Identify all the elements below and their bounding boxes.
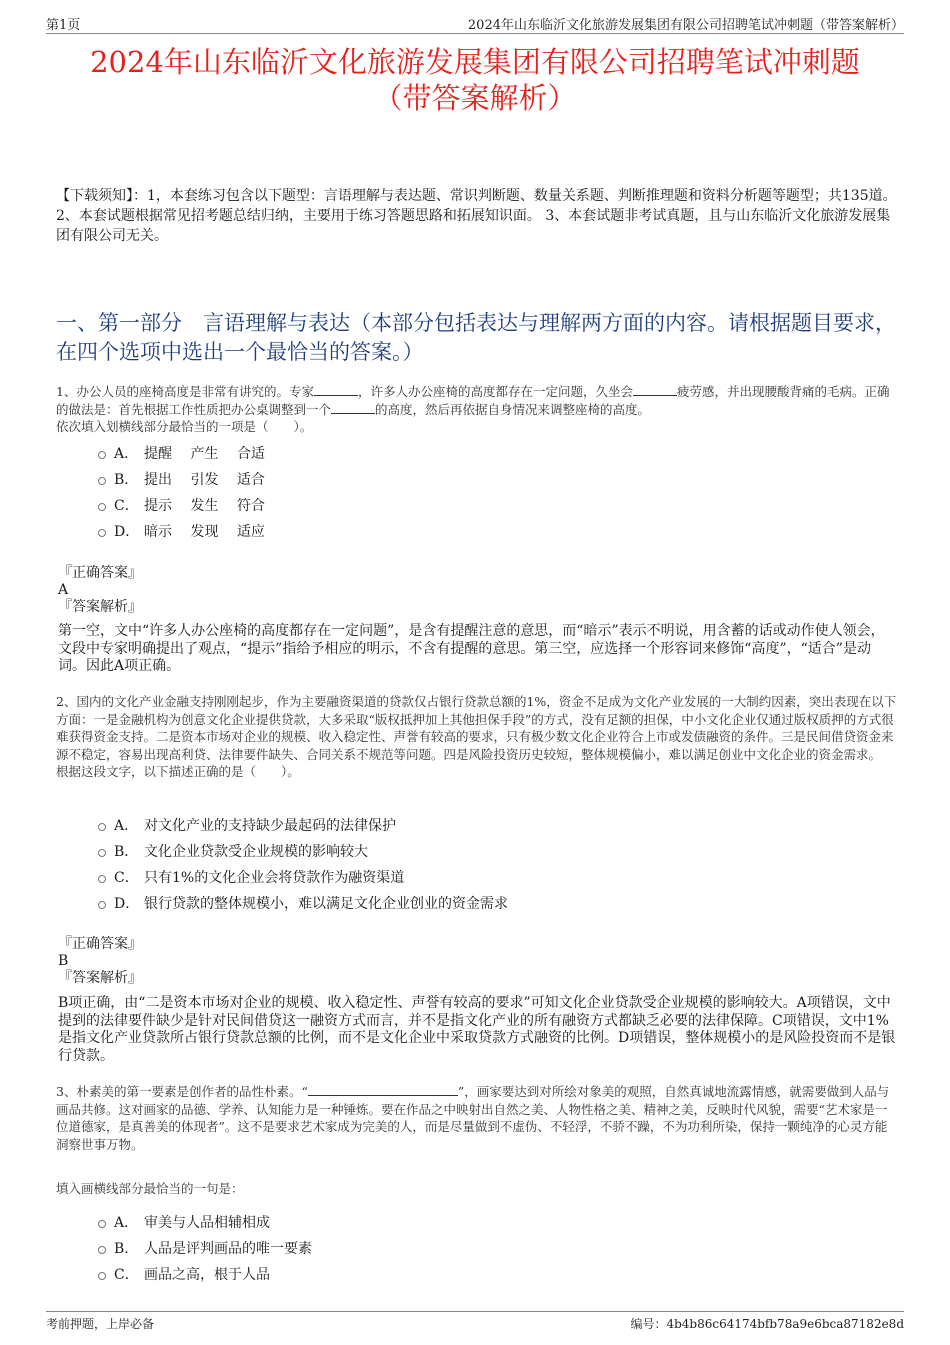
option-c[interactable] [98, 492, 265, 518]
option-d[interactable] [98, 518, 265, 544]
answer-heading: 『正确答案』 [58, 565, 142, 581]
code-label: 编号： [630, 1317, 667, 1331]
question-1-answer [58, 565, 898, 616]
option-letter: B． [114, 1241, 139, 1257]
stem-text: 的高度，然后再依据自身情况来调整座椅的高度。 [375, 401, 651, 417]
analysis-heading: 『答案解析』 [58, 970, 142, 986]
radio-icon[interactable] [98, 901, 106, 909]
option-a[interactable] [98, 812, 508, 838]
radio-icon[interactable] [98, 1246, 106, 1254]
answer-value: A [58, 582, 69, 598]
fill-blank [308, 1084, 458, 1096]
option-d[interactable] [98, 890, 508, 916]
radio-icon[interactable] [98, 477, 106, 485]
question-1-analysis: 第一空，文中“许多人办公座椅的高度都存在一定问题”，是含有提醒注意的意思，而“暗示”表示不明说，用含蓄的话或动作使人领会，文段中专家明确提出了观点，“提示”指给予相应的明示，不含有提醒的意思。第三空，应选择一个形容词来修饰“高度”，“适合”是动词。因此A项正确。 [58, 623, 885, 674]
radio-icon[interactable] [98, 875, 106, 883]
header-doc-title: 2024年山东临沂文化旅游发展集团有限公司招聘笔试冲刺题（带答案解析） [467, 18, 904, 33]
download-notice: 【下载须知】：1，本套练习包含以下题型：言语理解与表达题、常识判断题、数量关系题、判断推理题和资料分析题等题型；共135道。 2、本套试题根据常见招考题总结归纳，主要用于练习答题思路和拓展知识面。 3、本套试题非考试真题，且与山东临沂文化旅游发展集团有限公司无关。 [56, 188, 897, 244]
option-text: 审美与人品相辅相成 [144, 1215, 270, 1231]
question-1-prompt: 依次填入划横线部分最恰当的一项是（ ）。 [56, 419, 313, 434]
question-1-stem [56, 383, 898, 436]
header-divider [46, 33, 904, 34]
stem-text: 疲劳感，并出现腰酸背痛的毛病。正确的做法是：首先根据工作性质把办公桌调整到一个 [56, 384, 890, 417]
fill-blank [331, 402, 375, 414]
option-text: 提出 引发 适合 [144, 472, 265, 488]
page-number: 第1页 [46, 18, 81, 33]
option-a[interactable] [98, 1209, 312, 1235]
footer-code [630, 1315, 904, 1332]
stem-text: ”，画家要达到对所绘对象美的观照，自然真诚地流露情感，就需要做到人品与画品共修。这对画家的品德、学养、认知能力是一种锤炼。要在作品之中映射出自然之美、人物性格之美、精神之美，反映时代风貌，需要“艺术家是一位道德家，是真善美的体现者”。这不是要求艺术家成为完美的人，而是尽量做到不虚伪、不轻浮，不骄不躁，不为功利所染，保持一颗纯净的心灵方能洞察世事万物。 [56, 1084, 890, 1152]
radio-icon[interactable] [98, 849, 106, 857]
code-value: 4b4b86c64174bfb78a9e6bca87182e8d [666, 1317, 904, 1331]
option-text: 只有1%的文化企业会将贷款作为融资渠道 [144, 870, 405, 886]
title-line-2: （带答案解析） [373, 81, 577, 115]
option-text: 画品之高，根于人品 [144, 1267, 270, 1283]
stem-text: 1、办公人员的座椅高度是非常有讲究的。专家 [56, 384, 314, 399]
analysis-heading: 『答案解析』 [58, 599, 142, 615]
question-2-analysis: B项正确，由“二是资本市场对企业的规模、收入稳定性、声誉有较高的要求”可知文化企业贷款受企业规模的影响较大。A项错误，文中提到的法律要件缺少是针对民间借贷这一融资方式而言，并不是指文化产业的所有融资方式都缺乏必要的法律保障。C项错误，文中1%是指文化产业贷款所占银行贷款总额的比例，而不是文化企业中采取贷款方式融资的比例。D项错误，整体规模小的是风险投资而不是银行贷款。 [58, 995, 896, 1064]
option-text: 暗示 发现 适应 [144, 524, 265, 540]
option-letter: C． [114, 498, 139, 514]
question-2-prompt: 根据这段文字，以下描述正确的是（ ）。 [56, 764, 300, 779]
question-2-options [98, 812, 508, 916]
page-header [46, 14, 904, 32]
option-c[interactable] [98, 1261, 312, 1287]
question-2-stem [56, 693, 898, 781]
option-text: 银行贷款的整体规模小，难以满足文化企业创业的资金需求 [144, 896, 508, 912]
radio-icon[interactable] [98, 1272, 106, 1280]
question-3-options [98, 1209, 312, 1287]
option-letter: A． [114, 446, 139, 462]
question-1-options [98, 440, 265, 544]
question-2-answer [58, 936, 898, 987]
question-3-stem [56, 1083, 898, 1153]
radio-icon[interactable] [98, 529, 106, 537]
option-b[interactable] [98, 838, 508, 864]
radio-icon[interactable] [98, 1220, 106, 1228]
radio-icon[interactable] [98, 503, 106, 511]
question-3-prompt: 填入画横线部分最恰当的一句是： [56, 1181, 244, 1196]
option-c[interactable] [98, 864, 508, 890]
document-title [40, 44, 910, 116]
footer-divider [46, 1311, 904, 1312]
option-text: 对文化产业的支持缺少最起码的法律保护 [144, 818, 396, 834]
option-text: 文化企业贷款受企业规模的影响较大 [144, 844, 368, 860]
radio-icon[interactable] [98, 823, 106, 831]
option-letter: B． [114, 844, 139, 860]
option-text: 人品是评判画品的唯一要素 [144, 1241, 312, 1257]
option-letter: C． [114, 1267, 139, 1283]
stem-text: ，许多人办公座椅的高度都存在一定问题，久坐会 [357, 384, 633, 399]
radio-icon[interactable] [98, 451, 106, 459]
option-b[interactable] [98, 466, 265, 492]
fill-blank [314, 384, 358, 396]
footer-slogan: 考前押题，上岸必备 [46, 1317, 155, 1331]
option-letter: D． [114, 524, 140, 540]
option-letter: A． [114, 818, 139, 834]
option-letter: C． [114, 870, 139, 886]
option-text: 提示 发生 符合 [144, 498, 265, 514]
stem-text: 3、朴素美的第一要素是创作者的品性朴素。“ [56, 1084, 308, 1099]
stem-text: 2、国内的文化产业金融支持刚刚起步，作为主要融资渠道的贷款仅占银行贷款总额的1%，资金不足成为文化产业发展的一大制约因素，突出表现在以下方面：一是金融机构为创意文化企业提供贷款，大多采取“版权抵押加上其他担保手段”的方式，没有足额的担保，中小文化企业仅通过版权质押的方式很难获得资金支持。二是资本市场对企业的规模、收入稳定性、声誉有较高的要求，只有极少数文化企业符合上市或发债融资的条件。三是民间借贷资金来源不稳定，容易出现高利贷、法律要件缺失、合同关系不规范等问题。四是风险投资历史较短，整体规模偏小，难以满足创业中文化企业的资金需求。 [56, 694, 897, 762]
option-letter: D． [114, 896, 140, 912]
answer-heading: 『正确答案』 [58, 936, 142, 952]
option-letter: B． [114, 472, 139, 488]
option-letter: A． [114, 1215, 139, 1231]
title-line-1: 2024年山东临沂文化旅游发展集团有限公司招聘笔试冲刺题 [90, 45, 860, 79]
fill-blank [633, 384, 677, 396]
option-b[interactable] [98, 1235, 312, 1261]
option-a[interactable] [98, 440, 265, 466]
option-text: 提醒 产生 合适 [144, 446, 265, 462]
answer-value: B [58, 953, 69, 969]
section-heading: 一、第一部分 言语理解与表达（本部分包括表达与理解两方面的内容。请根据题目要求，在四个选项中选出一个最恰当的答案。） [56, 311, 896, 364]
